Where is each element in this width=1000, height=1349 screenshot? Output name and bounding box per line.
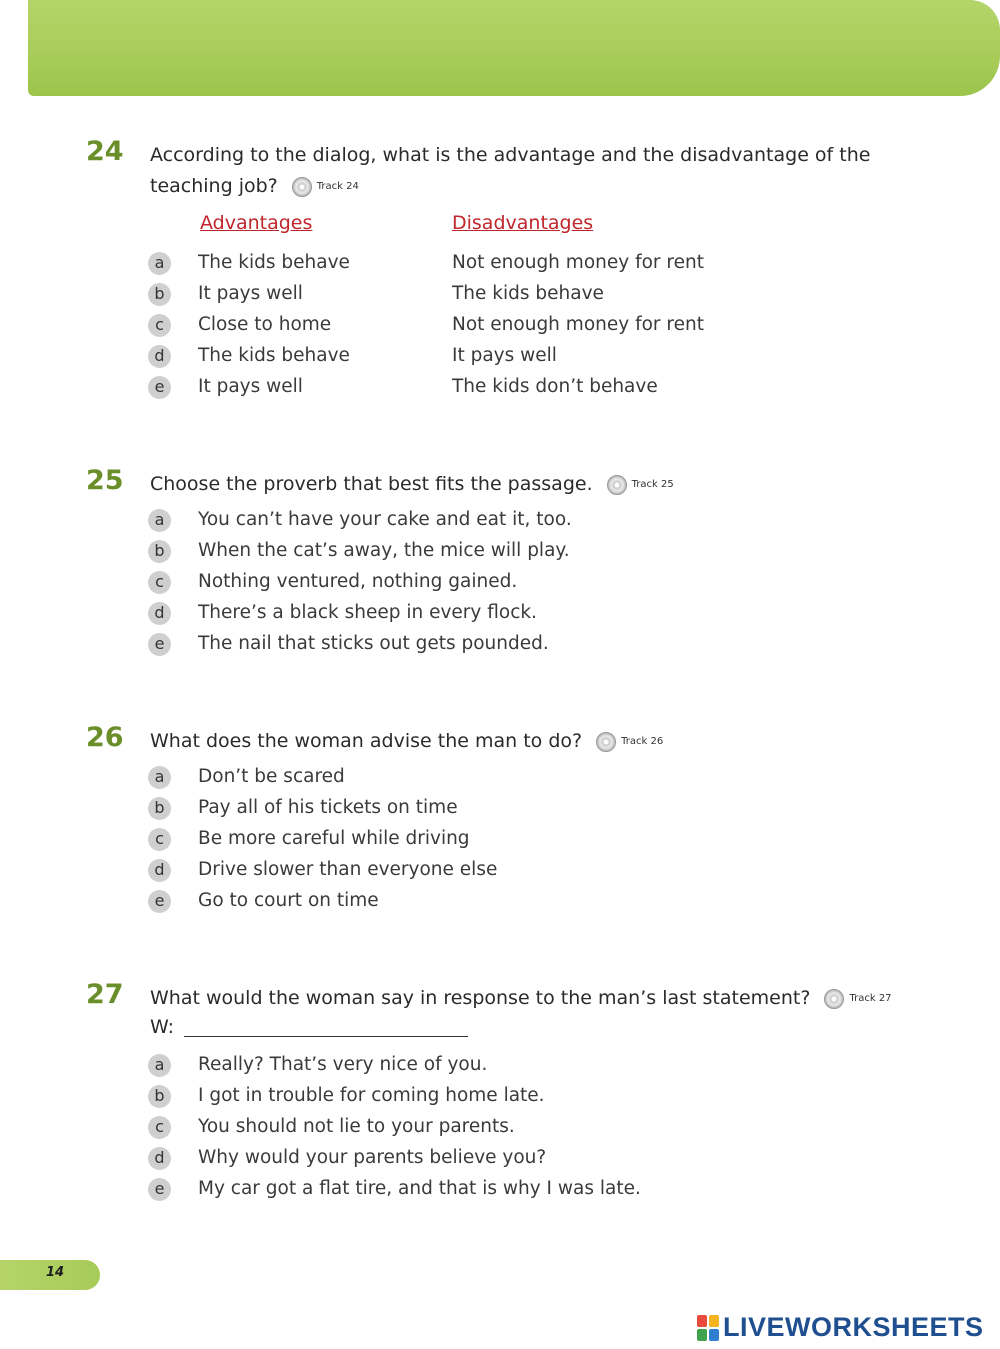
option-text: When the cat’s away, the mice will play.	[198, 540, 570, 561]
option-text: You can’t have your cake and eat it, too.	[198, 509, 572, 530]
option-25d[interactable]	[148, 602, 948, 626]
question-number: 24	[86, 136, 124, 167]
option-letter: c	[148, 1116, 171, 1139]
option-25a[interactable]	[148, 509, 948, 533]
option-24a[interactable]	[148, 252, 948, 276]
option-26a[interactable]	[148, 766, 948, 790]
question-text	[150, 469, 910, 500]
audio-track[interactable]	[292, 171, 359, 202]
cd-icon	[824, 989, 844, 1009]
option-letter: b	[148, 540, 171, 563]
option-text: I got in trouble for coming home late.	[198, 1085, 545, 1106]
option-letter: b	[148, 283, 171, 306]
option-26c[interactable]	[148, 828, 948, 852]
question-text	[150, 140, 910, 202]
option-letter: a	[148, 509, 171, 532]
option-24b[interactable]	[148, 283, 948, 307]
option-text: There’s a black sheep in every flock.	[198, 602, 537, 623]
option-24e[interactable]	[148, 376, 948, 400]
option-27a[interactable]	[148, 1054, 948, 1078]
option-advantage: It pays well	[198, 376, 303, 397]
option-text: Pay all of his tickets on time	[198, 797, 458, 818]
page-number: 14	[46, 1265, 65, 1280]
track-label: Track 26	[621, 736, 664, 747]
page-number-tab	[0, 1260, 100, 1290]
speaker-label: W:	[150, 1016, 175, 1038]
answer-blank[interactable]	[184, 1016, 468, 1037]
question-text-line-2-text: teaching job?	[150, 175, 278, 197]
question-text-line-2	[150, 171, 910, 202]
option-27c[interactable]	[148, 1116, 948, 1140]
option-text: My car got a flat tire, and that is why I was late.	[198, 1178, 641, 1199]
logo-text: LIVEWORKSHEETS	[723, 1312, 984, 1342]
option-letter: e	[148, 376, 171, 399]
option-24c[interactable]	[148, 314, 948, 338]
option-disadvantage: The kids behave	[452, 283, 604, 304]
option-letter: e	[148, 890, 171, 913]
question-text-content: What does the woman advise the man to do?	[150, 730, 583, 752]
audio-track[interactable]	[824, 983, 891, 1014]
option-text: The nail that sticks out gets pounded.	[198, 633, 549, 654]
option-disadvantage: Not enough money for rent	[452, 314, 704, 335]
option-26d[interactable]	[148, 859, 948, 883]
question-text	[150, 726, 910, 757]
option-letter: e	[148, 633, 171, 656]
option-letter: a	[148, 766, 171, 789]
header-banner	[28, 0, 1000, 96]
option-letter: a	[148, 252, 171, 275]
question-text-line-1: According to the dialog, what is the advantage and the disadvantage of the	[150, 144, 871, 166]
option-text: Drive slower than everyone else	[198, 859, 498, 880]
option-26b[interactable]	[148, 797, 948, 821]
option-text: Really? That’s very nice of you.	[198, 1054, 488, 1075]
option-25c[interactable]	[148, 571, 948, 595]
option-advantage: Close to home	[198, 314, 332, 335]
option-advantage: The kids behave	[198, 345, 350, 366]
question-text-content: Choose the proverb that best fits the passage.	[150, 473, 593, 495]
answer-line	[150, 1016, 468, 1038]
option-27b[interactable]	[148, 1085, 948, 1109]
column-header-disadvantages: Disadvantages	[452, 212, 594, 234]
option-text: You should not lie to your parents.	[198, 1116, 515, 1137]
track-label: Track 27	[849, 993, 892, 1004]
audio-track[interactable]	[607, 469, 674, 500]
option-letter: b	[148, 797, 171, 820]
track-label: Track 25	[631, 479, 674, 490]
option-letter: d	[148, 602, 171, 625]
option-27d[interactable]	[148, 1147, 948, 1171]
option-text: Don’t be scared	[198, 766, 345, 787]
question-text-content: What would the woman say in response to the man’s last statement?	[150, 987, 811, 1009]
option-25b[interactable]	[148, 540, 948, 564]
logo-grid-icon	[697, 1315, 719, 1341]
option-27e[interactable]	[148, 1178, 948, 1202]
option-24d[interactable]	[148, 345, 948, 369]
option-25e[interactable]	[148, 633, 948, 657]
cd-icon	[292, 177, 312, 197]
question-number: 26	[86, 722, 124, 753]
option-text: Nothing ventured, nothing gained.	[198, 571, 518, 592]
option-letter: c	[148, 571, 171, 594]
audio-track[interactable]	[596, 726, 663, 757]
option-letter: c	[148, 314, 171, 337]
option-letter: b	[148, 1085, 171, 1108]
option-disadvantage: The kids don’t behave	[452, 376, 658, 397]
cd-icon	[596, 732, 616, 752]
option-text: Why would your parents believe you?	[198, 1147, 547, 1168]
option-advantage: The kids behave	[198, 252, 350, 273]
option-letter: d	[148, 859, 171, 882]
cd-icon	[607, 475, 627, 495]
option-disadvantage: It pays well	[452, 345, 557, 366]
liveworksheets-logo	[697, 1313, 997, 1343]
column-header-advantages: Advantages	[200, 212, 313, 234]
track-label: Track 24	[316, 181, 359, 192]
option-letter: d	[148, 345, 171, 368]
option-26e[interactable]	[148, 890, 948, 914]
option-letter: e	[148, 1178, 171, 1201]
option-letter: a	[148, 1054, 171, 1077]
question-number: 25	[86, 465, 124, 496]
option-text: Be more careful while driving	[198, 828, 470, 849]
option-letter: d	[148, 1147, 171, 1170]
option-text: Go to court on time	[198, 890, 379, 911]
question-number: 27	[86, 979, 124, 1010]
option-disadvantage: Not enough money for rent	[452, 252, 704, 273]
question-text	[150, 983, 910, 1014]
option-letter: c	[148, 828, 171, 851]
option-advantage: It pays well	[198, 283, 303, 304]
